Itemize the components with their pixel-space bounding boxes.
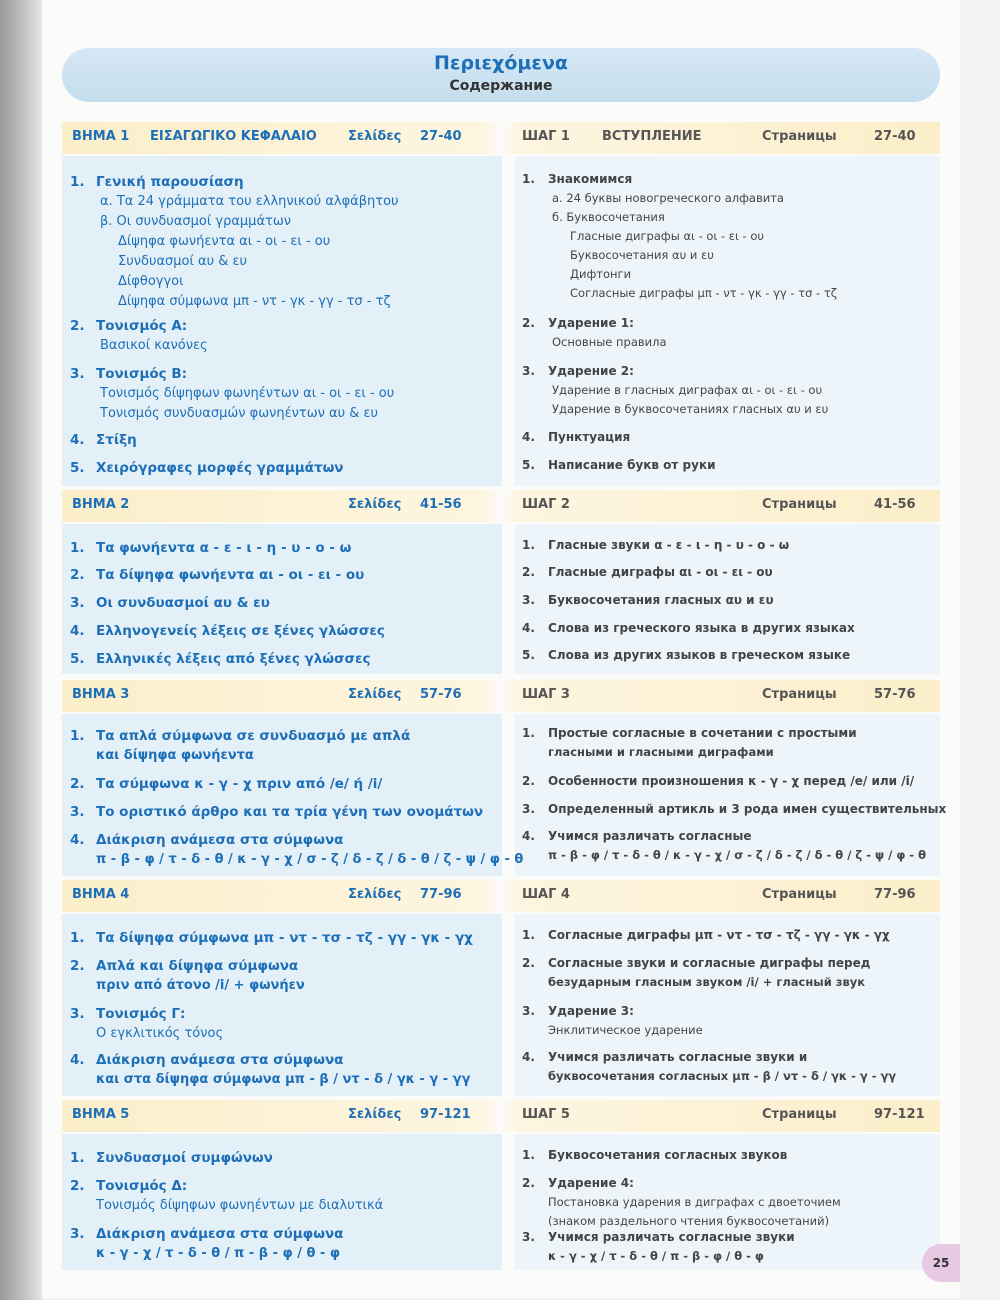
item-number: 1. bbox=[70, 540, 85, 556]
gr-page-range: 97-121 bbox=[420, 1107, 471, 1122]
item-number: 1. bbox=[522, 928, 535, 942]
ru-pages-label: Страницы bbox=[762, 687, 837, 702]
item-title: Χειρόγραφες μορφές γραμμάτων bbox=[96, 460, 344, 476]
item-title: Учимся различать согласные звуки и bbox=[548, 1050, 808, 1064]
item-number: 2. bbox=[70, 958, 85, 974]
ru-page-range: 27-40 bbox=[874, 129, 916, 144]
gr-list-item[interactable] bbox=[70, 565, 364, 585]
gr-list-item[interactable] bbox=[70, 430, 137, 450]
item-title: Согласные звуки и согласные диграфы перед bbox=[548, 956, 871, 970]
gr-step-label: ΒΗΜΑ 3 bbox=[72, 687, 130, 702]
item-subline: Гласные диграфы αι - οι - ει - ου bbox=[570, 229, 765, 243]
gr-list-item[interactable] bbox=[70, 774, 382, 794]
item-title: Гласные звуки α - ε - ι - η - υ - ο - ω bbox=[548, 538, 790, 552]
item-number: 5. bbox=[70, 460, 85, 476]
gr-list-item[interactable] bbox=[70, 726, 410, 766]
ru-page-range: 97-121 bbox=[874, 1107, 925, 1122]
item-number: 1. bbox=[522, 1148, 535, 1162]
gr-page-range: 41-56 bbox=[420, 497, 462, 512]
item-number: 1. bbox=[522, 172, 535, 186]
item-subline: π - β - φ / τ - δ - θ / κ - γ - χ / σ - ζ / δ - ζ / δ - θ / ζ - ψ / φ - θ bbox=[548, 848, 926, 862]
item-title: Учимся различать согласные звуки bbox=[548, 1230, 795, 1244]
item-number: 2. bbox=[522, 316, 535, 330]
item-title: Ударение 2: bbox=[548, 364, 634, 378]
section-header-3 bbox=[62, 680, 940, 712]
ru-step-label: ШАГ 5 bbox=[522, 1107, 570, 1122]
gr-page-range: 27-40 bbox=[420, 129, 462, 144]
item-title: Διάκριση ανάμεσα στα σύμφωνα bbox=[96, 1052, 344, 1068]
item-subline: Ударение в гласных диграфах αι - οι - ει - ου bbox=[552, 383, 823, 397]
gr-step-label: ΒΗΜΑ 2 bbox=[72, 497, 130, 512]
item-number: 4. bbox=[522, 829, 535, 843]
item-number: 4. bbox=[70, 623, 85, 639]
item-number: 4. bbox=[70, 1052, 85, 1068]
item-subline: Энклитическое ударение bbox=[548, 1023, 703, 1037]
item-subline: Συνδυασμοί αυ & ευ bbox=[118, 254, 248, 269]
page-subtitle: Содержание bbox=[449, 78, 553, 94]
ru-list-item[interactable] bbox=[522, 170, 837, 303]
item-subline: безударным гласным звуком /i/ + гласный звук bbox=[548, 975, 866, 989]
item-number: 5. bbox=[70, 651, 85, 667]
gr-page-range: 57-76 bbox=[420, 687, 462, 702]
item-number: 4. bbox=[522, 1050, 535, 1064]
item-number: 5. bbox=[522, 648, 535, 662]
gr-list-item[interactable] bbox=[70, 172, 399, 312]
item-subline: гласными и гласными диграфами bbox=[548, 745, 774, 759]
ru-page-range: 41-56 bbox=[874, 497, 916, 512]
item-subline: Τονισμός συνδυασμών φωνηέντων αυ & ευ bbox=[100, 406, 379, 421]
item-subline: Δίψηφα φωνήεντα αι - οι - ει - ου bbox=[118, 234, 331, 249]
item-subline: Дифтонги bbox=[570, 267, 632, 281]
item-title: Τα δίψηφα σύμφωνα μπ - ντ - τσ - τζ - γγ - γκ - γχ bbox=[96, 930, 473, 946]
page-number: 25 bbox=[922, 1244, 960, 1282]
item-number: 3. bbox=[70, 1226, 85, 1242]
item-title: Простые согласные в сочетании с простыми bbox=[548, 726, 857, 740]
item-number: 3. bbox=[70, 366, 85, 382]
ru-step-label: ШАГ 4 bbox=[522, 887, 570, 902]
item-number: 3. bbox=[522, 364, 535, 378]
ru-step-label: ШАГ 1 bbox=[522, 129, 570, 144]
gr-pages-label: Σελίδες bbox=[348, 1107, 402, 1122]
gr-step-label: ΒΗΜΑ 4 bbox=[72, 887, 130, 902]
ru-list-item[interactable] bbox=[522, 362, 828, 419]
page-title: Περιεχόμενα bbox=[434, 52, 568, 74]
item-title: Знакомимся bbox=[548, 172, 633, 186]
item-subline: (знаком раздельного чтения буквосочетаний) bbox=[548, 1214, 830, 1228]
item-title: Τονισμός Δ: bbox=[96, 1178, 188, 1194]
ru-list-item[interactable] bbox=[522, 1002, 703, 1040]
section-header-1 bbox=[62, 122, 940, 154]
item-number: 4. bbox=[70, 832, 85, 848]
item-title: Пунктуация bbox=[548, 430, 631, 444]
item-number: 5. bbox=[522, 458, 535, 472]
item-number: 3. bbox=[522, 593, 535, 607]
item-title: Οι συνδυασμοί αυ & ευ bbox=[96, 595, 270, 611]
item-subline: Согласные диграфы μπ - ντ - γκ - γγ - τσ - τζ bbox=[570, 286, 838, 300]
item-number: 2. bbox=[70, 776, 85, 792]
item-number: 4. bbox=[522, 430, 535, 444]
gr-list-item[interactable] bbox=[70, 802, 483, 822]
book-spine-shadow bbox=[0, 0, 42, 1300]
item-number: 1. bbox=[70, 728, 85, 744]
ru-list-item[interactable] bbox=[522, 954, 870, 992]
page-edge bbox=[960, 0, 1000, 1300]
item-number: 1. bbox=[70, 930, 85, 946]
item-title: Τονισμός Β: bbox=[96, 366, 188, 382]
gr-list-item[interactable] bbox=[70, 1050, 470, 1090]
item-subline: κ - γ - χ / τ - δ - θ / π - β - φ / θ - φ bbox=[548, 1249, 764, 1263]
section-header-4 bbox=[62, 880, 940, 912]
item-subline: Τονισμός δίψηφων φωνηέντων με διαλυτικά bbox=[96, 1198, 384, 1213]
ru-list-item[interactable] bbox=[522, 314, 667, 352]
item-number: 1. bbox=[522, 726, 535, 740]
item-subline: Буквосочетания αυ и ευ bbox=[570, 248, 714, 262]
item-title: Απλά και δίψηφα σύμφωνα bbox=[96, 958, 299, 974]
item-number: 3. bbox=[522, 802, 535, 816]
item-title: Τονισμός Γ: bbox=[96, 1006, 186, 1022]
gr-list-item[interactable] bbox=[70, 364, 394, 424]
ru-page-range: 77-96 bbox=[874, 887, 916, 902]
item-number: 1. bbox=[70, 1150, 85, 1166]
item-subline: Постановка ударения в диграфах с двоеточием bbox=[548, 1195, 841, 1209]
item-title: Гласные диграфы αι - οι - ει - ου bbox=[548, 565, 773, 579]
section-header-2 bbox=[62, 490, 940, 522]
item-subline: κ - γ - χ / τ - δ - θ / π - β - φ / θ - φ bbox=[96, 1246, 341, 1261]
item-title: Согласные диграфы μπ - ντ - τσ - τζ - γγ - γκ - γχ bbox=[548, 928, 890, 942]
item-title: Ελληνογενείς λέξεις σε ξένες γλώσσες bbox=[96, 623, 385, 639]
gr-list-item[interactable] bbox=[70, 1224, 343, 1264]
ru-pages-label: Страницы bbox=[762, 887, 837, 902]
item-title: Τονισμός Α: bbox=[96, 318, 188, 334]
item-subline: π - β - φ / τ - δ - θ / κ - γ - χ / σ - ζ / δ - ζ / δ - θ / ζ - ψ / φ - θ bbox=[96, 852, 524, 867]
item-title: Τα δίψηφα φωνήεντα αι - οι - ει - ου bbox=[96, 567, 365, 583]
item-title: Ударение 3: bbox=[548, 1004, 634, 1018]
ru-list-item[interactable] bbox=[522, 591, 774, 610]
item-number: 2. bbox=[70, 1178, 85, 1194]
title-banner bbox=[62, 48, 940, 102]
gr-section-title: ΕΙΣΑΓΩΓΙΚΟ ΚΕΦΑΛΑΙΟ bbox=[150, 129, 317, 144]
item-title: Слова из греческого языка в других языках bbox=[548, 621, 855, 635]
item-subline: Βασικοί κανόνες bbox=[100, 338, 208, 353]
item-subline: β. Οι συνδυασμοί γραμμάτων bbox=[100, 214, 291, 229]
ru-list-item[interactable] bbox=[522, 1174, 841, 1231]
ru-list-item[interactable] bbox=[522, 563, 773, 582]
item-number: 3. bbox=[70, 804, 85, 820]
item-number: 2. bbox=[522, 774, 535, 788]
item-number: 1. bbox=[70, 174, 85, 190]
item-number: 4. bbox=[522, 621, 535, 635]
item-title: Слова из других языков в греческом языке bbox=[548, 648, 851, 662]
item-title: Διάκριση ανάμεσα στα σύμφωνα bbox=[96, 1226, 344, 1242]
item-title: Написание букв от руки bbox=[548, 458, 716, 472]
gr-list-item[interactable] bbox=[70, 956, 305, 996]
ru-list-item[interactable] bbox=[522, 800, 946, 819]
item-number: 2. bbox=[522, 1176, 535, 1190]
item-subline: α. Τα 24 γράμματα του ελληνικού αλφάβητου bbox=[100, 194, 399, 209]
item-number: 3. bbox=[522, 1230, 535, 1244]
gr-list-item[interactable] bbox=[70, 316, 208, 356]
ru-list-item[interactable] bbox=[522, 1146, 787, 1165]
gr-list-item[interactable] bbox=[70, 621, 385, 641]
gr-step-label: ΒΗΜΑ 5 bbox=[72, 1107, 130, 1122]
gr-list-item[interactable] bbox=[70, 538, 351, 558]
ru-step-label: ШАГ 2 bbox=[522, 497, 570, 512]
item-subline: буквосочетания согласных μπ - β / ντ - δ / γκ - γ - γγ bbox=[548, 1069, 897, 1083]
section-header-5 bbox=[62, 1100, 940, 1132]
ru-section-title: ВСТУПЛЕНИЕ bbox=[602, 129, 702, 144]
item-number: 2. bbox=[522, 956, 535, 970]
gr-pages-label: Σελίδες bbox=[348, 497, 402, 512]
item-subline: και δίψηφα φωνήεντα bbox=[96, 748, 254, 763]
item-title: Учимся различать согласные bbox=[548, 829, 752, 843]
item-title: Γενική παρουσίαση bbox=[96, 174, 244, 190]
item-subline: б. Буквосочетания bbox=[552, 210, 665, 224]
item-number: 2. bbox=[70, 318, 85, 334]
item-title: Определенный артикль и 3 рода имен существительных bbox=[548, 802, 947, 816]
item-subline: Ударение в буквосочетаниях гласных αυ и ευ bbox=[552, 402, 829, 416]
item-subline: και στα δίψηφα σύμφωνα μπ - β / ντ - δ / γκ - γ - γγ bbox=[96, 1072, 471, 1087]
item-title: Τα φωνήεντα α - ε - ι - η - υ - ο - ω bbox=[96, 540, 352, 556]
gr-pages-label: Σελίδες bbox=[348, 129, 402, 144]
item-number: 3. bbox=[70, 1006, 85, 1022]
item-number: 2. bbox=[70, 567, 85, 583]
ru-list-item[interactable] bbox=[522, 1048, 896, 1086]
ru-list-item[interactable] bbox=[522, 827, 926, 865]
gr-list-item[interactable] bbox=[70, 649, 371, 669]
item-subline: Основные правила bbox=[552, 335, 667, 349]
ru-list-item[interactable] bbox=[522, 536, 789, 555]
item-number: 3. bbox=[522, 1004, 535, 1018]
gr-list-item[interactable] bbox=[70, 1176, 383, 1216]
ru-list-item[interactable] bbox=[522, 456, 716, 475]
item-subline: а. 24 буквы новогреческого алфавита bbox=[552, 191, 784, 205]
ru-pages-label: Страницы bbox=[762, 497, 837, 512]
ru-step-label: ШАГ 3 bbox=[522, 687, 570, 702]
item-title: Το οριστικό άρθρο και τα τρία γένη των ονομάτων bbox=[96, 804, 484, 820]
item-title: Στίξη bbox=[96, 432, 137, 448]
item-subline: Τονισμός δίψηφων φωνηέντων αι - οι - ει - ου bbox=[100, 386, 395, 401]
ru-list-item[interactable] bbox=[522, 1228, 795, 1266]
item-number: 1. bbox=[522, 538, 535, 552]
item-title: Συνδυασμοί συμφώνων bbox=[96, 1150, 273, 1166]
ru-list-item[interactable] bbox=[522, 926, 890, 945]
item-number: 3. bbox=[70, 595, 85, 611]
gr-list-item[interactable] bbox=[70, 593, 270, 613]
item-subline: Δίφθογγοι bbox=[118, 274, 184, 289]
item-subline: πριν από άτονο /i/ + φωνήεν bbox=[96, 978, 305, 993]
ru-list-item[interactable] bbox=[522, 428, 630, 447]
item-number: 4. bbox=[70, 432, 85, 448]
gr-page-range: 77-96 bbox=[420, 887, 462, 902]
item-number: 2. bbox=[522, 565, 535, 579]
ru-list-item[interactable] bbox=[522, 772, 914, 791]
gr-list-item[interactable] bbox=[70, 830, 523, 870]
item-title: Буквосочетания гласных αυ и ευ bbox=[548, 593, 774, 607]
ru-pages-label: Страницы bbox=[762, 1107, 837, 1122]
item-title: Ударение 4: bbox=[548, 1176, 634, 1190]
item-subline: Δίψηφα σύμφωνα μπ - ντ - γκ - γγ - τσ - τζ bbox=[118, 294, 391, 309]
ru-list-item[interactable] bbox=[522, 724, 857, 762]
item-subline: Ο εγκλιτικός τόνος bbox=[96, 1026, 224, 1041]
ru-list-item[interactable] bbox=[522, 646, 850, 665]
ru-pages-label: Страницы bbox=[762, 129, 837, 144]
item-title: Особенности произношения κ - γ - χ перед /e/ или /i/ bbox=[548, 774, 915, 788]
ru-page-range: 57-76 bbox=[874, 687, 916, 702]
item-title: Ударение 1: bbox=[548, 316, 634, 330]
gr-list-item[interactable] bbox=[70, 458, 344, 478]
gr-step-label: ΒΗΜΑ 1 bbox=[72, 129, 130, 144]
gr-list-item[interactable] bbox=[70, 1148, 273, 1168]
item-title: Буквосочетания согласных звуков bbox=[548, 1148, 788, 1162]
item-title: Διάκριση ανάμεσα στα σύμφωνα bbox=[96, 832, 344, 848]
gr-list-item[interactable] bbox=[70, 1004, 223, 1044]
gr-list-item[interactable] bbox=[70, 928, 473, 948]
gr-pages-label: Σελίδες bbox=[348, 887, 402, 902]
ru-list-item[interactable] bbox=[522, 619, 855, 638]
item-title: Ελληνικές λέξεις από ξένες γλώσσες bbox=[96, 651, 371, 667]
gr-pages-label: Σελίδες bbox=[348, 687, 402, 702]
item-title: Τα απλά σύμφωνα σε συνδυασμό με απλά bbox=[96, 728, 411, 744]
item-title: Τα σύμφωνα κ - γ - χ πριν από /e/ ή /i/ bbox=[96, 776, 383, 792]
